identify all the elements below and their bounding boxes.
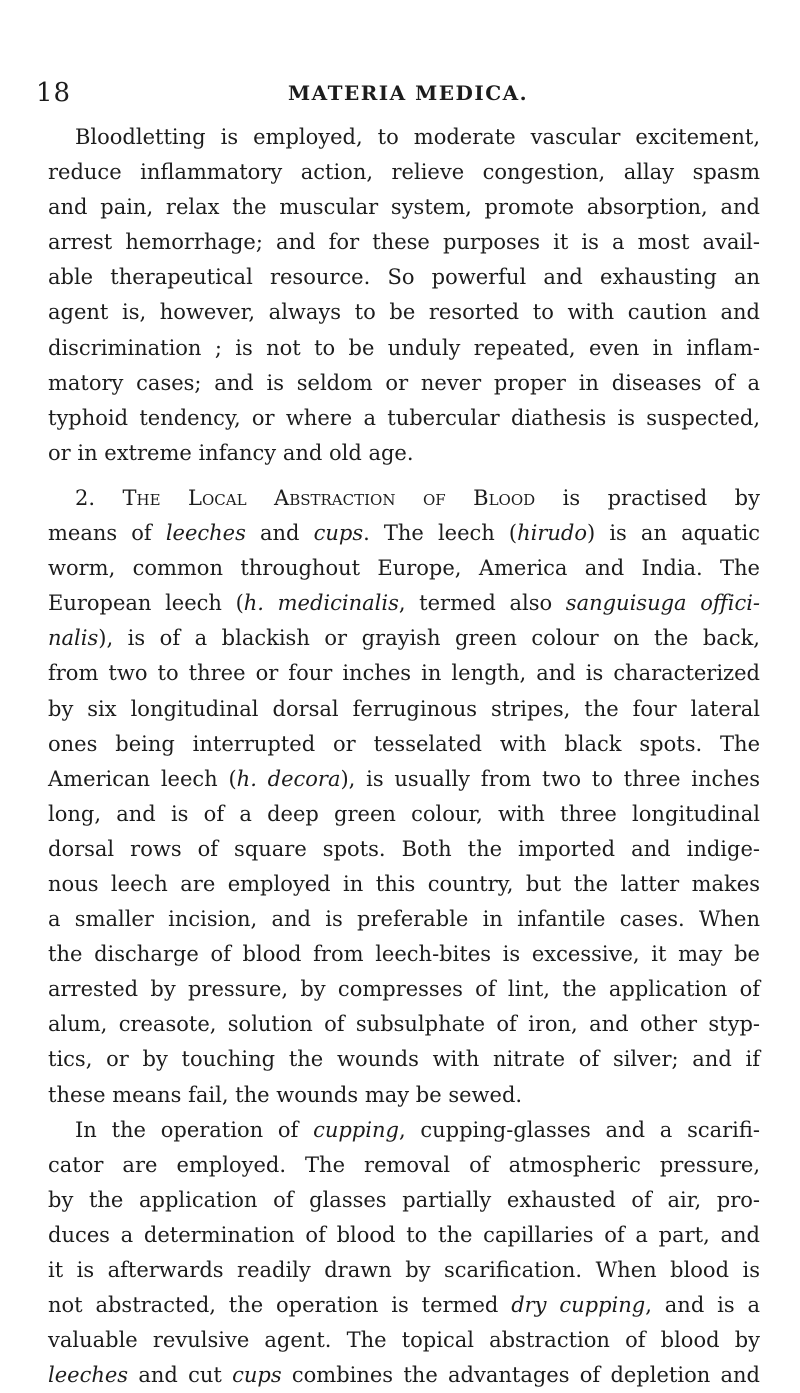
text-line: leeches and cut cups combines the advantages of depletion and: [48, 1363, 760, 1388]
text-line: dorsal rows of square spots. Both the imported and indige-: [48, 836, 760, 861]
running-head: MATERIA MEDICA.: [288, 81, 529, 105]
paragraph-cupping: [48, 1113, 760, 1393]
text-line: valuable revulsive agent. The topical abstraction of blood by: [48, 1328, 760, 1353]
page-number: 18: [36, 78, 72, 108]
text-line: nalis), is of a blackish or grayish green colour on the back,: [48, 626, 760, 651]
section-heading: The Local Abstraction of Blood: [122, 485, 536, 510]
text-line: agent is, however, always to be resorted to with caution and: [48, 300, 760, 325]
text-line: or in extreme infancy and old age.: [48, 440, 414, 465]
text-line: discrimination ; is not to be unduly repeated, even in inflam-: [48, 335, 760, 360]
text-line: ones being interrupted or tesselated with black spots. The: [48, 731, 760, 756]
text-line: reduce inflammatory action, relieve congestion, allay spasm: [48, 160, 760, 185]
text-line: the discharge of blood from leech-bites is excessive, it may be: [48, 942, 760, 967]
body-text: [48, 120, 760, 1393]
text-line: from two to three or four inches in length, and is characterized: [48, 661, 760, 686]
text-line: not abstracted, the operation is termed dry cupping, and is a: [48, 1293, 760, 1318]
text-line: tics, or by touching the wounds with nitrate of silver; and if: [48, 1047, 760, 1072]
text-line: arrested by pressure, by compresses of lint, the application of: [48, 977, 760, 1002]
text-line: arrest hemorrhage; and for these purposes it is a most avail-: [48, 230, 760, 255]
text-line: it is afterwards readily drawn by scarification. When blood is: [48, 1258, 760, 1282]
text-line: long, and is of a deep green colour, with three longitudinal: [48, 801, 760, 826]
text-line: matory cases; and is seldom or never proper in diseases of a: [48, 370, 760, 395]
section-number: 2.: [75, 485, 96, 510]
text-line: In the operation of cupping, cupping-glasses and a scarifi-: [75, 1117, 760, 1142]
text-line: typhoid tendency, or where a tubercular diathesis is suspected,: [48, 405, 760, 430]
text-line: these means fail, the wounds may be sewed.: [48, 1082, 523, 1107]
text-line-rest: is practised by: [535, 485, 760, 510]
text-line: duces a determination of blood to the capillaries of a part, and: [48, 1222, 760, 1247]
text-line: American leech (h. decora), is usually from two to three inches: [48, 766, 761, 791]
text-line: means of leeches and cups. The leech (hirudo) is an aquatic: [48, 521, 760, 546]
text-line: [48, 481, 760, 516]
text-line: nous leech are employed in this country, but the latter makes: [48, 871, 760, 896]
text-line: able therapeutical resource. So powerful and exhausting an: [48, 265, 760, 290]
paragraph-local-abstraction: [48, 481, 760, 1113]
text-line: European leech (h. medicinalis, termed also sanguisuga offici-: [48, 591, 761, 616]
text-line: Bloodletting is employed, to moderate vascular excitement,: [75, 125, 760, 149]
text-line: and pain, relax the muscular system, promote absorption, and: [48, 195, 760, 220]
paragraph-bloodletting: [48, 120, 760, 471]
text-line: by the application of glasses partially exhausted of air, pro-: [48, 1187, 760, 1212]
page-header: [0, 78, 800, 112]
text-line: worm, common throughout Europe, America and India. The: [48, 556, 760, 581]
text-line: by six longitudinal dorsal ferruginous stripes, the four lateral: [48, 696, 760, 721]
text-line: a smaller incision, and is preferable in infantile cases. When: [48, 907, 760, 932]
text-line: cator are employed. The removal of atmospheric pressure,: [48, 1152, 760, 1177]
paragraph-gap: [48, 471, 760, 481]
text-line: alum, creasote, solution of subsulphate of iron, and other styp-: [48, 1012, 760, 1037]
